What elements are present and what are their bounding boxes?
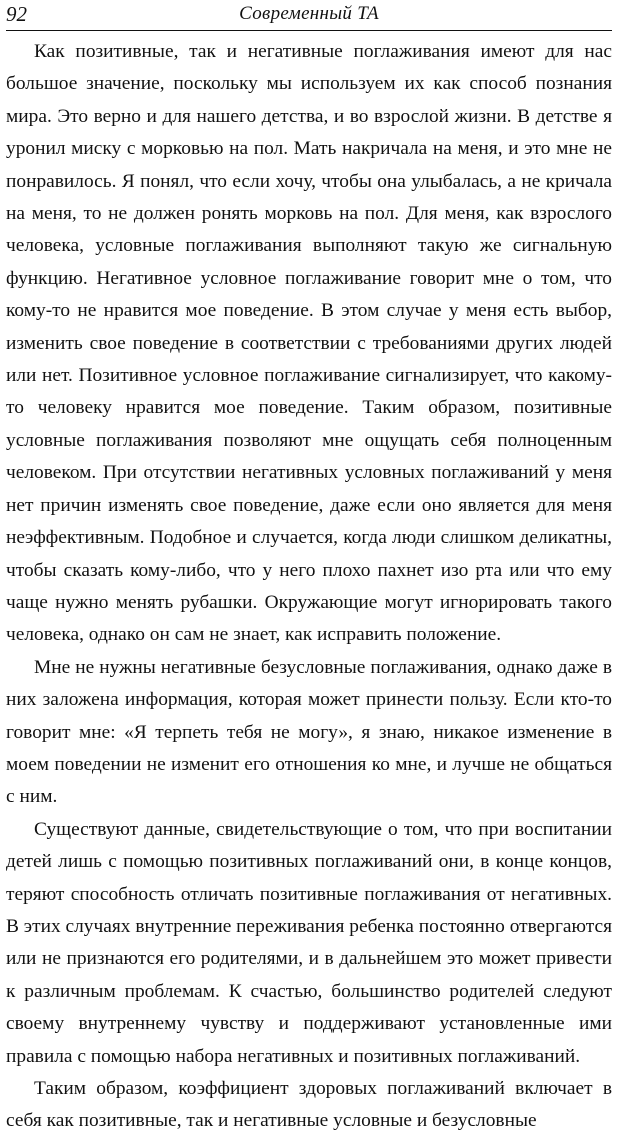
page-header: [6, 0, 612, 31]
paragraph: Мне не нужны негативные безусловные поглаживания, однако даже в них заложена информация, которая может принести пользу. Если кто-то говорит мне: «Я терпеть тебя не могу», я знаю, никакое изменение в моем поведении не изменит его отношения ко мне, и лучше не общаться с ним.: [6, 656, 612, 808]
paragraph: Существуют данные, свидетельствующие о том, что при воспитании детей лишь с помощью позитивных поглаживаний они, в конце концов, теряют способность отличать позитивные поглаживания от негативных. В этих случаях внутренние переживания ребенка постоянно отвергаются или не признаются его родителями, и в дальнейшем это может привести к различным проблемам. К счастью, большинство родителей следуют своему внутреннему чувству и поддерживают установленные ими правила с помощью набора негативных и позитивных поглаживаний.: [6, 818, 612, 1067]
paragraph: Как позитивные, так и негативные поглаживания имеют для нас большое значение, поскольку мы используем их как способ познания мира. Это верно и для нашего детства, и во взрослой жизни. В детстве я уронил миску с морковью на пол. Мать накричала на меня, и это мне не понравилось. Я понял, что если хочу, чтобы она улыбалась, а не кричала на меня, то не должен ронять морковь на пол. Для меня, как взрослого человека, условные поглаживания выполняют такую же сигнальную функцию. Негативное условное поглаживание говорит мне о том, что кому-то не нравится мое поведение. В этом случае у меня есть выбор, изменить свое поведение в соответствии с требованиями других людей или нет. Позитивное условное поглаживание сигнализирует, что какому-то человеку нравится мое поведение. Таким образом, позитивные условные поглаживания позволяют мне ощущать себя полноценным человеком. При отсутствии негативных условных поглаживаний у меня нет причин изменять свое поведение, даже если оно является для меня неэффективным. Подобное и случается, когда люди слишком деликатны, чтобы сказать кому-либо, что у него плохо пахнет изо рта или что ему чаще нужно менять рубашки. Окружающие могут игнорировать такого человека, однако он сам не знает, как исправить положение.: [6, 41, 612, 646]
paragraph: Таким образом, коэффициент здоровых поглаживаний включает в себя как позитивные, так и негативные условные и безусловные: [6, 1078, 612, 1132]
running-title: Современный ТА: [239, 3, 379, 24]
body-text: [6, 36, 612, 1138]
page-number: 92: [6, 2, 27, 26]
